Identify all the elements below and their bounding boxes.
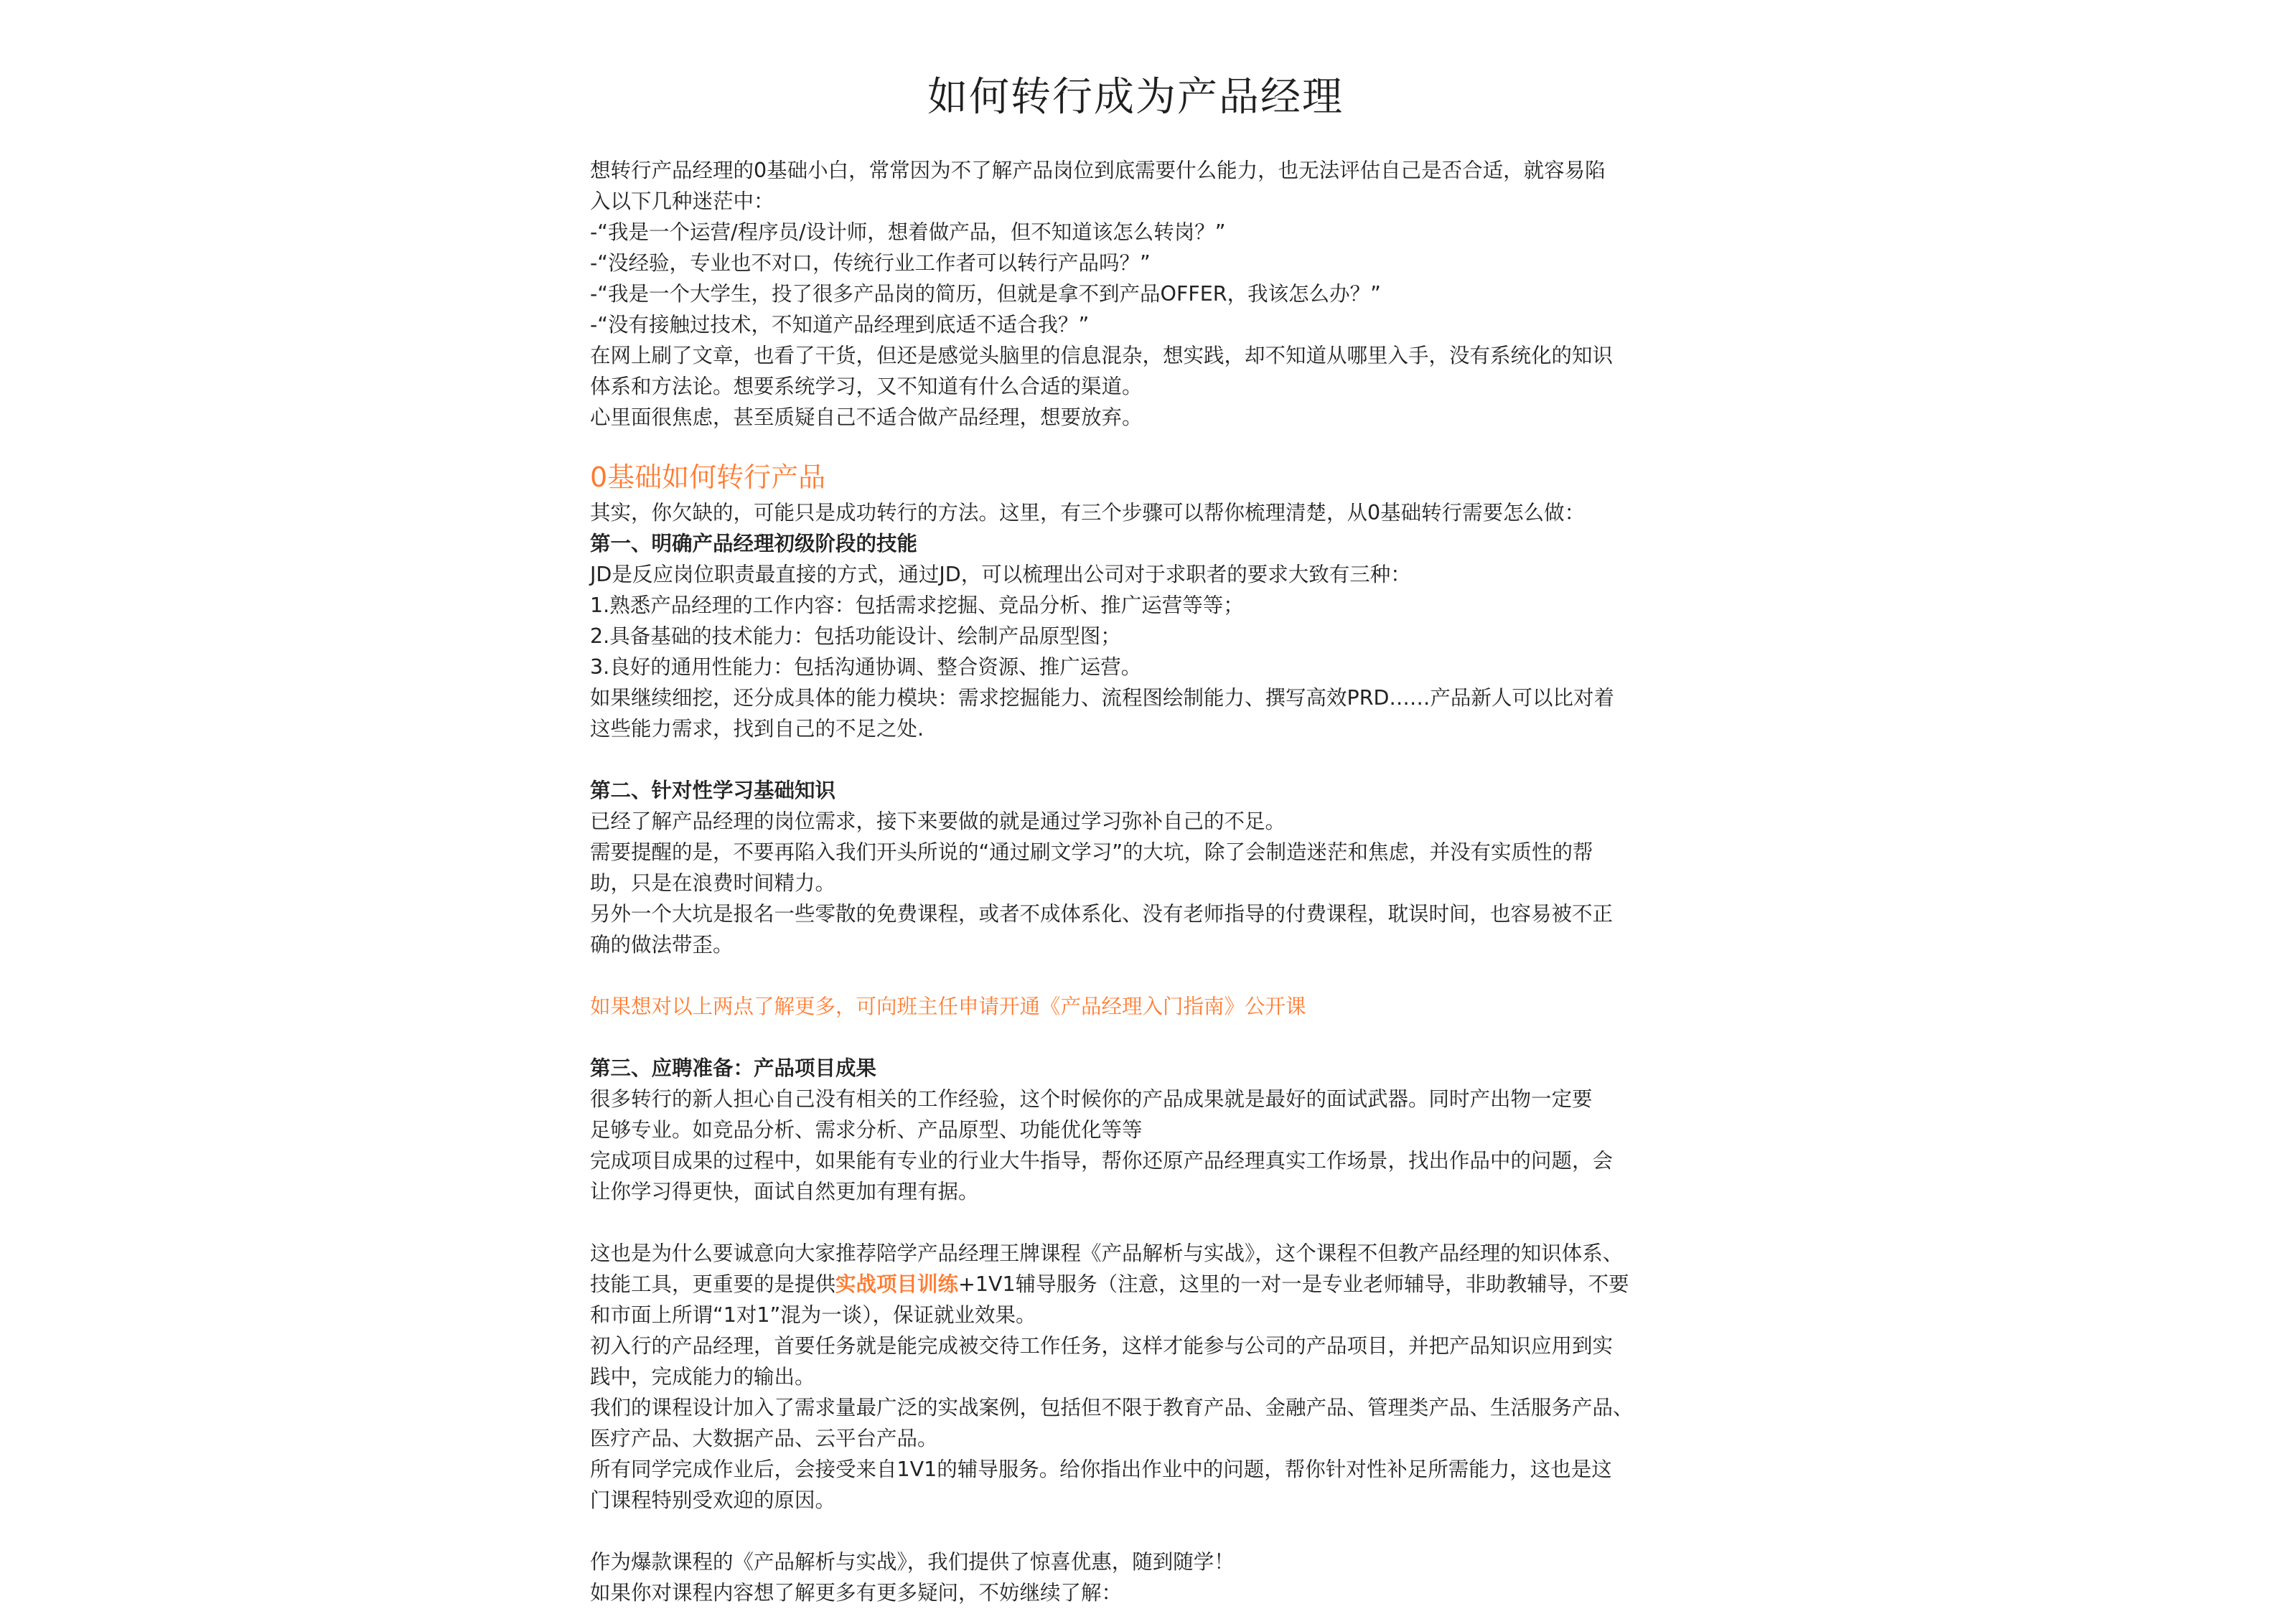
- intro-line: 想转行产品经理的0基础小白，常常因为不了解产品岗位到底需要什么能力，也无法评估自己是否合适，就容易陷: [590, 159, 1606, 182]
- article: [590, 66, 1695, 1608]
- step-two-heading: 第二、针对性学习基础知识: [590, 779, 836, 802]
- step-two: [590, 775, 1695, 960]
- course-line: 初入行的产品经理，首要任务就是能完成被交待工作任务，这样才能参与公司的产品项目，并把产品知识应用到实: [590, 1334, 1614, 1358]
- spacer: [590, 1207, 1695, 1238]
- step-two-line: 已经了解产品经理的岗位需求，接下来要做的就是通过学习弥补自己的不足。: [590, 809, 1286, 833]
- spacer: [590, 1516, 1695, 1546]
- section-heading: 0基础如何转行产品: [590, 461, 826, 493]
- step-one-line: 如果继续细挖，还分成具体的能力模块：需求挖掘能力、流程图绘制能力、撰写高效PRD……产品新人可以比对着: [590, 686, 1614, 710]
- step-one: [590, 528, 1695, 744]
- intro-line: -“我是一个运营/程序员/设计师，想着做产品，但不知道该怎么转岗？”: [590, 220, 1226, 244]
- project-training-highlight: 实战项目训练: [835, 1272, 959, 1296]
- step-two-line: 助，只是在浪费时间精力。: [590, 871, 836, 895]
- step-three-line: 完成项目成果的过程中，如果能有专业的行业大牛指导，帮你还原产品经理真实工作场景，找出作品中的问题，会: [590, 1149, 1614, 1173]
- step-one-heading: 第一、明确产品经理初级阶段的技能: [590, 532, 918, 555]
- step-one-line: 3.良好的通用性能力：包括沟通协调、整合资源、推广运营。: [590, 655, 1142, 679]
- course-line: 践中，完成能力的输出。: [590, 1365, 815, 1389]
- intro-line: 体系和方法论。想要系统学习，又不知道有什么合适的渠道。: [590, 375, 1143, 398]
- callout-link[interactable]: 如果想对以上两点了解更多，可向班主任申请开通《产品经理入门指南》公开课: [590, 995, 1306, 1018]
- step-three-line: 足够专业。如竞品分析、需求分析、产品原型、功能优化等等: [590, 1118, 1143, 1142]
- step-one-line: 这些能力需求，找到自己的不足之处.: [590, 717, 924, 741]
- step-two-line: 确的做法带歪。: [590, 933, 734, 957]
- step-three: [590, 1053, 1695, 1207]
- course-line-prefix: 技能工具，更重要的是提供: [590, 1272, 836, 1296]
- closing-line: 如果你对课程内容想了解更多有更多疑问，不妨继续了解：: [590, 1581, 1123, 1605]
- step-two-line: 需要提醒的是，不要再陷入我们开头所说的“通过刷文学习”的大坑，除了会制造迷茫和焦虑，并没有实质性的帮: [590, 840, 1593, 864]
- step-three-line: 让你学习得更快，面试自然更加有理有据。: [590, 1180, 979, 1203]
- course-line: 门课程特别受欢迎的原因。: [590, 1488, 836, 1512]
- closing-line: 作为爆款课程的《产品解析与实战》，我们提供了惊喜优惠，随到随学！: [590, 1550, 1235, 1574]
- course-line-highlight: [590, 1269, 1695, 1300]
- page-title: 如何转行成为产品经理: [927, 74, 1344, 121]
- course-line: 所有同学完成作业后，会接受来自1V1的辅导服务。给你指出作业中的问题，帮你针对性补足所需能力，这也是这: [590, 1458, 1612, 1481]
- intro-line: -“我是一个大学生，投了很多产品岗的简历，但就是拿不到产品OFFER，我该怎么办？”: [590, 282, 1381, 306]
- step-one-line: 1.熟悉产品经理的工作内容：包括需求挖掘、竞品分析、推广运营等等；: [590, 593, 1244, 617]
- step-one-line: JD是反应岗位职责最直接的方式，通过JD，可以梳理出公司对于求职者的要求大致有三种：: [590, 563, 1411, 586]
- intro-block: [590, 155, 1695, 433]
- spacer: [590, 744, 1695, 775]
- course-line-suffix: +1V1辅导服务（注意，这里的一对一是专业老师辅导，非助教辅导，不要: [958, 1272, 1629, 1296]
- course-block: [590, 1238, 1695, 1516]
- spacer: [590, 960, 1695, 991]
- step-three-heading: 第三、应聘准备：产品项目成果: [590, 1056, 877, 1080]
- course-line: 医疗产品、大数据产品、云平台产品。: [590, 1427, 938, 1450]
- step-one-line: 2.具备基础的技术能力：包括功能设计、绘制产品原型图；: [590, 624, 1121, 648]
- section-intro: 其实，你欠缺的，可能只是成功转行的方法。这里，有三个步骤可以帮你梳理清楚，从0基础转行需要怎么做：: [590, 501, 1586, 525]
- intro-line: -“没经验，专业也不对口，传统行业工作者可以转行产品吗？”: [590, 251, 1151, 275]
- spacer: [590, 1022, 1695, 1053]
- closing-block: [590, 1546, 1695, 1608]
- intro-line: -“没有接触过技术，不知道产品经理到底适不适合我？”: [590, 313, 1090, 337]
- course-line: 我们的课程设计加入了需求量最广泛的实战案例，包括但不限于教育产品、金融产品、管理类产品、生活服务产品、: [590, 1396, 1634, 1419]
- intro-line: 在网上刷了文章，也看了干货，但还是感觉头脑里的信息混杂，想实践，却不知道从哪里入手，没有系统化的知识: [590, 344, 1614, 367]
- intro-line: 心里面很焦虑，甚至质疑自己不适合做产品经理，想要放弃。: [590, 405, 1143, 429]
- step-three-line: 很多转行的新人担心自己没有相关的工作经验，这个时候你的产品成果就是最好的面试武器。同时产出物一定要: [590, 1087, 1593, 1111]
- course-line: 这也是为什么要诚意向大家推荐陪学产品经理王牌课程《产品解析与实战》，这个课程不但教产品经理的知识体系、: [590, 1242, 1624, 1265]
- step-two-line: 另外一个大坑是报名一些零散的免费课程，或者不成体系化、没有老师指导的付费课程，耽误时间，也容易被不正: [590, 902, 1614, 926]
- course-line: 和市面上所谓“1对1”混为一谈），保证就业效果。: [590, 1303, 1036, 1327]
- intro-line: 入以下几种迷茫中：: [590, 189, 774, 213]
